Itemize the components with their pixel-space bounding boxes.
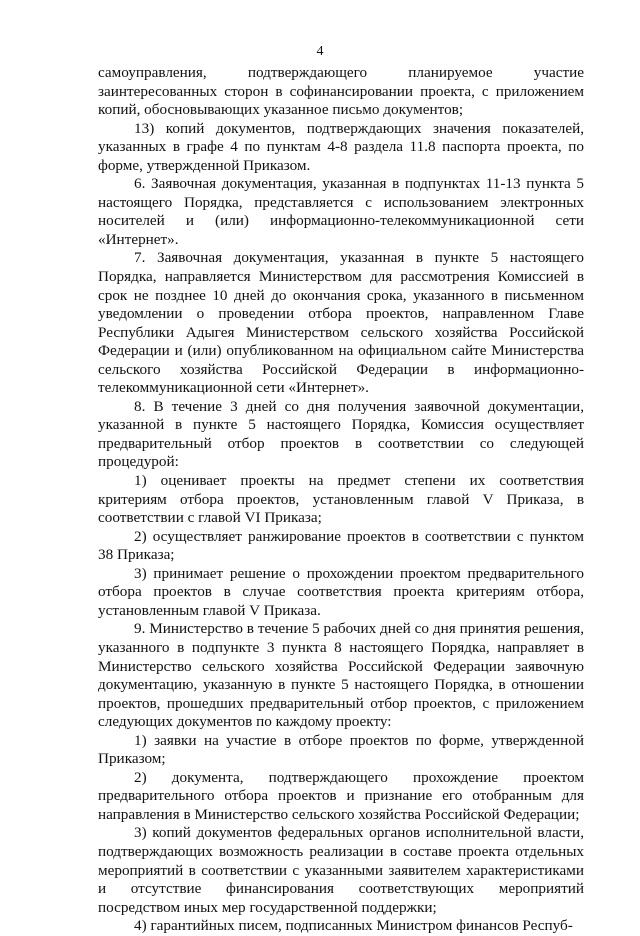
section-6-paragraph: 6. Заявочная документация, указанная в подпунктах 11-13 пункта 5 настоящего Порядка, представляется с использованием электронных носителей и (или) информационно-телекоммуникационной сети «Интернет».: [98, 175, 584, 248]
section-9-paragraph: 9. Министерство в течение 5 рабочих дней со дня принятия решения, указанного в подпункте 3 пункта 8 настоящего Порядка, направляет в Министерство сельского хозяйства Российской Федерации заявочную документацию, указанную в пункте 5 настоящего Порядка, в отношении проектов, прошедших предварительный отбор проектов, с приложением следующих документов по каждому проекту:: [98, 620, 584, 731]
section-9-item-1: 1) заявки на участие в отборе проектов по форме, утвержденной Приказом;: [98, 731, 584, 768]
section-9-item-2: 2) документа, подтверждающего прохождение проектом предварительного отбора проектов и признание его отобранным для направления в Министерство сельского хозяйства Российской Федерации;: [98, 768, 584, 823]
section-8-paragraph: 8. В течение 3 дней со дня получения заявочной документации, указанной в пункте 5 настоящего Порядка, Комиссия осуществляет предварительный отбор проектов в соответствии со следующей процедурой:: [98, 397, 584, 471]
section-7-paragraph: 7. Заявочная документация, указанная в пункте 5 настоящего Порядка, направляется Министерством для рассмотрения Комиссией в срок не позднее 10 дней до окончания срока, указанного в письменном уведомлении о проведении отбора проектов, направленном Главе Республики Адыгея Министерством сельского хозяйства Российской Федерации и (или) опубликованном на официальном сайте Министерства сельского хозяйства Российской Федерации в информационно-телекоммуникационной сети «Интернет».: [98, 249, 584, 397]
paragraph-continuation: самоуправления, подтверждающего планируемое участие заинтересованных сторон в софинансировании проекта, с приложением копий, обосновывающих указанное письмо документов;: [98, 64, 584, 119]
page-number: 4: [316, 44, 324, 59]
list-item-13: 13) копий документов, подтверждающих значения показателей, указанных в графе 4 по пунктам 4-8 раздела 11.8 паспорта проекта, по форме, утвержденной Приказом.: [98, 119, 584, 174]
section-8-item-1: 1) оценивает проекты на предмет степени их соответствия критериям отбора проектов, установленным главой V Приказа, в соответствии с главой VI Приказа;: [98, 472, 584, 527]
section-9-item-3: 3) копий документов федеральных органов исполнительной власти, подтверждающих возможность реализации в составе проекта отдельных мероприятий в соответствии с указанными заявителем характеристиками и отсутствие финансирования соответствующих мероприятий посредством иных мер государственной поддержки;: [98, 824, 584, 916]
section-9-item-4: 4) гарантийных писем, подписанных Министром финансов Респуб-: [134, 917, 573, 935]
section-8-item-3: 3) принимает решение о прохождении проектом предварительного отбора проектов в случае соответствия проекта критериям отбора, установленным главой V Приказа.: [98, 564, 584, 619]
section-8-item-2: 2) осуществляет ранжирование проектов в соответствии с пунктом 38 Приказа;: [98, 527, 584, 564]
document-body: [98, 64, 584, 936]
